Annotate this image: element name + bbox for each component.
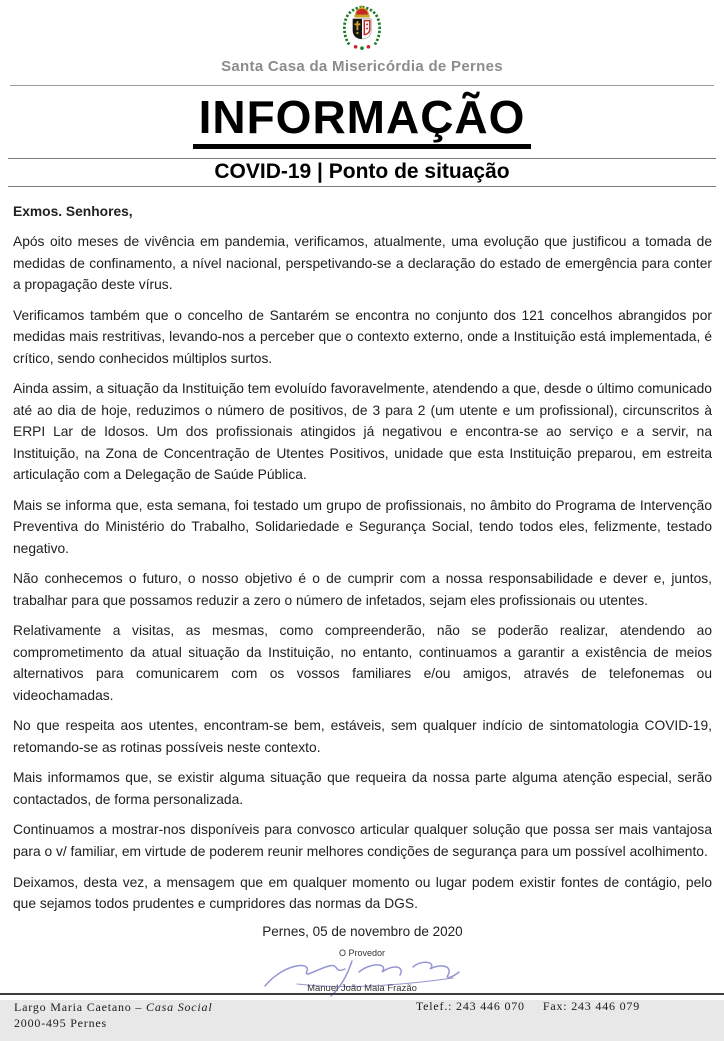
page-footer	[0, 993, 724, 1041]
paragraph: Mais informamos que, se existir alguma situação que requeira da nossa parte alguma atenção especial, serão contactados, de forma personalizada.	[13, 770, 712, 807]
paragraph: Mais se informa que, esta semana, foi testado um grupo de profissionais, no âmbito do Programa de Intervenção Preventiva do Ministério do Trabalho, Solidariedade e Segurança Social, tendo todos eles, felizmente, testado negativo.	[13, 497, 712, 556]
document-subtitle: COVID-19 | Ponto de situação	[214, 159, 510, 183]
footer-address	[14, 999, 212, 1031]
signer-name: Manuel João Maia Frazão	[307, 982, 417, 994]
paragraph: Não conhecemos o futuro, o nosso objetivo é o de cumprir com a nossa responsabilidade e dever e, juntos, trabalhar para que possamos reduzir a zero o número de infetados, sejam eles profissionais ou utentes.	[13, 571, 712, 608]
header-divider	[10, 85, 714, 86]
footer-address-casa-social: Casa Social	[146, 1000, 213, 1015]
paragraph: Ainda assim, a situação da Instituição tem evoluído favoravelmente, atendendo a que, desde o último comunicado até ao dia de hoje, reduzimos o número de positivos, de 3 para 2 (um utente e um profissional), circunscritos à ERPI Lar de Idosos. Um dos profissionais atingidos já negativou e encontra-se ao serviço e a servir, na Instituição, na Zona de Concentração de Utentes Positivos, unidade que esta Instituição preparou, em estreita articulação com a Delegação de Saúde Pública.	[13, 381, 712, 483]
dateline: Pernes, 05 de novembro de 2020	[262, 923, 463, 939]
letterhead	[0, 0, 724, 75]
footer-contacts	[416, 999, 710, 1031]
signer-role: O Provedor	[338, 947, 386, 958]
page-title: INFORMAÇÃO	[193, 92, 532, 149]
paragraph: Relativamente a visitas, as mesmas, como compreenderão, não se poderão realizar, atendendo ao comprometimento da atual situação da Instituição, no entanto, continuamos a garantir a existência de meios alternativos para comunicarem com os vossos familiares e/ou amigos, através de telefonemas ou videochamadas.	[13, 623, 712, 703]
footer-phone: Telef.: 243 446 070	[415, 999, 525, 1014]
subtitle-band	[0, 158, 724, 187]
paragraph: Deixamos, desta vez, a mensagem que em qualquer momento ou lugar podem existir fontes de contágio, pelo que sejamos todos prudentes e cumpridores das normas da DGS.	[13, 874, 712, 912]
paragraph: Verificamos também que o concelho de Santarém se encontra no conjunto dos 121 concelhos abrangidos por medidas mais restritivas, levando-nos a perceber que o contexto externo, onde a Instituição está implementada, é crítico, sendo conhecidos múltiplos surtos.	[13, 307, 712, 366]
paragraph: No que respeita aos utentes, encontram-se bem, estáveis, sem qualquer indício de sintomatologia COVID-19, retomando-se as rotinas possíveis neste contexto.	[13, 718, 712, 755]
footer-fax: Fax: 243 446 079	[542, 999, 640, 1014]
coat-of-arms-icon	[340, 4, 384, 57]
paragraph: Continuamos a mostrar-nos disponíveis para convosco articular qualquer solução que possa ser mais vantajosa para o v/ familiar, em virtude de poderem reunir melhores condições de segurança para um possível acolhimento.	[13, 822, 712, 859]
organization-name: Santa Casa da Misericórdia de Pernes	[221, 58, 503, 75]
footer-address-line1: Largo Maria Caetano –	[14, 1000, 147, 1015]
letter-body	[0, 187, 724, 939]
paragraph: Após oito meses de vivência em pandemia, verificamos, atualmente, uma evolução que justificou a tomada de medidas de confinamento, a nível nacional, perspetivando-se a declaração do estado de emergência para conter a propagação deste vírus.	[13, 234, 712, 293]
footer-address-line2: 2000-495 Pernes	[14, 1016, 107, 1031]
signature-block	[0, 949, 724, 994]
salutation: Exmos. Senhores,	[13, 203, 133, 219]
